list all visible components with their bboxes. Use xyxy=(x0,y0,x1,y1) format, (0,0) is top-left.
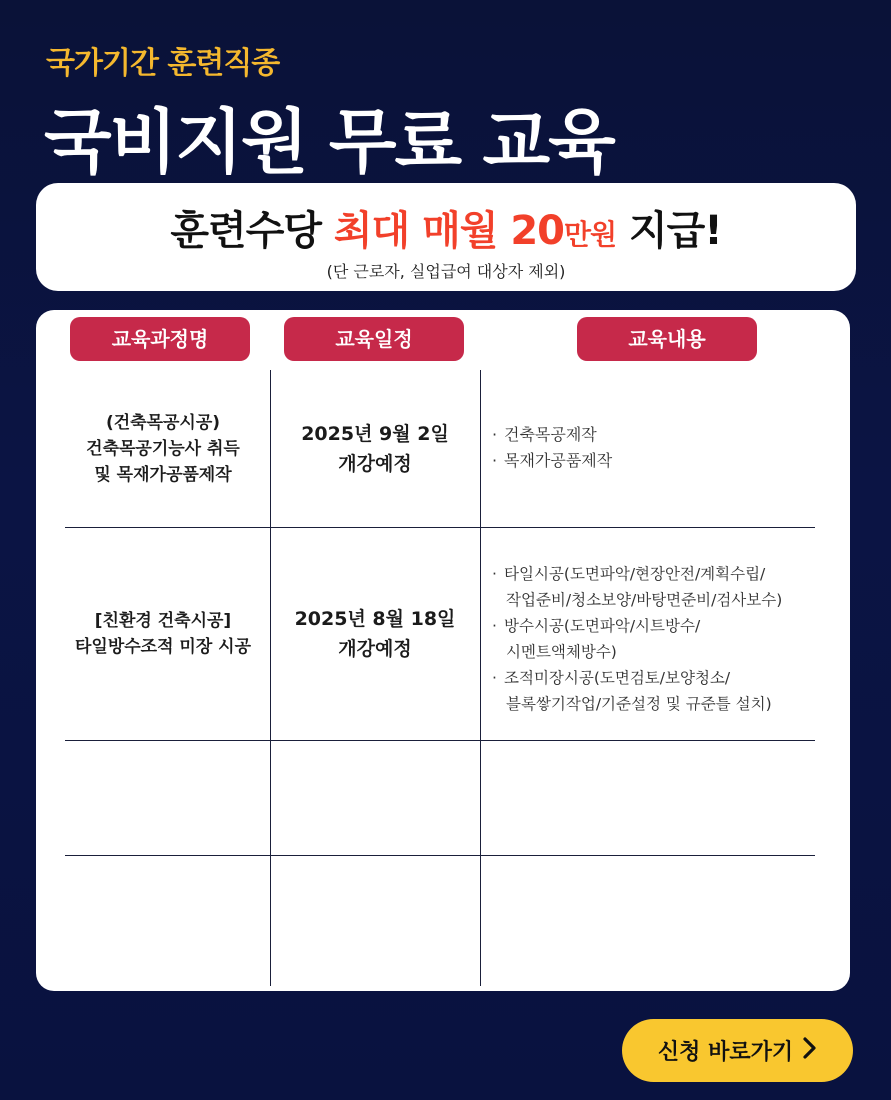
allowance-note: (단 근로자, 실업급여 대상자 제외) xyxy=(326,262,566,281)
table-row-1-schedule xyxy=(270,370,480,527)
content-item: · 방수시공(도면파악/시트방수/ xyxy=(492,613,782,639)
header-content: 교육내용 xyxy=(577,317,757,361)
table-row-2-content xyxy=(492,561,782,717)
course-line: (건축목공시공) xyxy=(105,412,221,433)
content-item-continuation: 작업준비/청소보양/바탕면준비/검사보수) xyxy=(506,591,783,609)
content-item: · 목재가공품제작 xyxy=(492,448,612,474)
column-divider xyxy=(480,370,481,986)
chevron-right-icon xyxy=(803,1037,817,1065)
course-line: 건축목공기능사 취득 xyxy=(86,438,240,459)
allowance-highlight-unit: 만원 xyxy=(564,218,617,251)
allowance-highlight: 최대 매월 20 xyxy=(333,208,564,254)
content-item: · 조적미장시공(도면검토/보양청소/ xyxy=(492,665,782,691)
schedule-date: 2025년 9월 2일 xyxy=(301,422,449,445)
table-row-1-content xyxy=(492,422,612,474)
header-schedule: 교육일정 xyxy=(284,317,464,361)
bullet: · xyxy=(492,669,497,687)
schedule-status: 개강예정 xyxy=(338,452,412,475)
bullet: · xyxy=(492,565,497,583)
content-item: · 건축목공제작 xyxy=(492,422,612,448)
page-title: 국비지원 무료 교육 xyxy=(44,101,614,183)
apply-button[interactable] xyxy=(622,1019,853,1082)
allowance-lead: 훈련수당 xyxy=(170,208,321,254)
header-course-name: 교육과정명 xyxy=(70,317,250,361)
content-item: · 타일시공(도면파악/현장안전/계획수립/ xyxy=(492,561,782,587)
course-line: 타일방수조적 미장 시공 xyxy=(74,636,252,657)
course-table xyxy=(36,310,850,991)
bullet: · xyxy=(492,425,498,444)
page-subtitle: 국가기간 훈련직종 xyxy=(46,46,280,81)
course-line: 및 목재가공품제작 xyxy=(94,464,232,485)
table-row-2-course xyxy=(56,527,270,740)
table-row-1-course xyxy=(56,370,270,527)
row-divider xyxy=(65,855,815,856)
table-row-2-schedule xyxy=(270,527,480,740)
schedule-status: 개강예정 xyxy=(338,637,412,660)
bullet: · xyxy=(492,451,498,470)
row-divider xyxy=(65,740,815,741)
apply-button-label: 신청 바로가기 xyxy=(657,1040,794,1065)
course-line: [친환경 건축시공] xyxy=(94,610,232,631)
schedule-date: 2025년 8월 18일 xyxy=(294,607,456,630)
content-item-continuation: 시멘트액체방수) xyxy=(506,643,617,661)
allowance-tail: 지급! xyxy=(629,208,722,254)
bullet: · xyxy=(492,617,497,635)
content-item-continuation: 블록쌓기작업/기준설정 및 규준틀 설치) xyxy=(506,695,772,713)
allowance-banner xyxy=(36,183,856,291)
allowance-headline xyxy=(36,199,856,256)
